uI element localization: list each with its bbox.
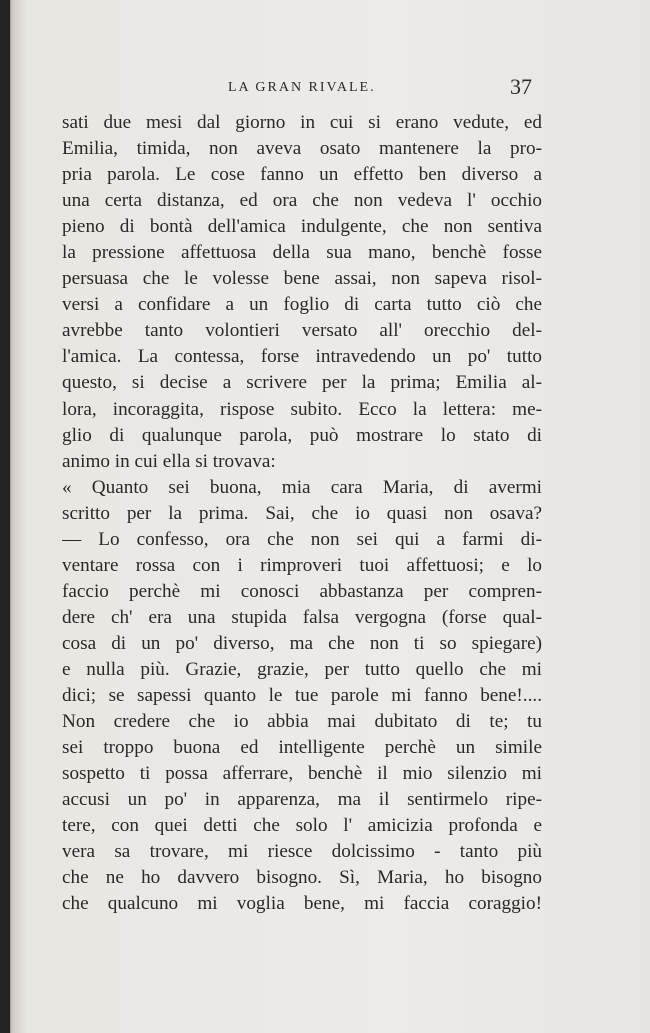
text-line: — Lo confesso, ora che non sei qui a farmi di- bbox=[62, 528, 542, 550]
running-header bbox=[0, 72, 650, 112]
text-line: la pressione affettuosa della sua mano, benchè fosse bbox=[62, 242, 542, 264]
text-line: faccio perchè mi conosci abbastanza per compren- bbox=[62, 580, 542, 602]
text-line: « Quanto sei buona, mia cara Maria, di avermi bbox=[62, 476, 542, 498]
text-line: avrebbe tanto volontieri versato all' orecchio del- bbox=[62, 320, 542, 342]
text-line: una certa distanza, ed ora che non vedeva l' occhio bbox=[62, 190, 542, 212]
text-line: accusi un po' in apparenza, ma il sentirmelo ripe- bbox=[62, 789, 542, 811]
text-line: che qualcuno mi voglia bene, mi faccia coraggio! bbox=[62, 893, 542, 915]
text-line: pieno di bontà dell'amica indulgente, che non sentiva bbox=[62, 216, 542, 238]
text-line: dere ch' era una stupida falsa vergogna (forse qual- bbox=[62, 606, 542, 628]
text-line: sati due mesi dal giorno in cui si erano vedute, ed bbox=[62, 112, 542, 133]
text-line: glio di qualunque parola, può mostrare lo stato di bbox=[62, 424, 542, 446]
text-line: dici; se sapessi quanto le tue parole mi fanno bene!.... bbox=[62, 685, 542, 707]
running-title: LA GRAN RIVALE. bbox=[228, 80, 376, 95]
text-line: tere, con quei detti che solo l' amicizia profonda e bbox=[62, 815, 542, 837]
text-line: Emilia, timida, non aveva osato mantenere la pro- bbox=[62, 138, 542, 160]
text-line: animo in cui ella si trovava: bbox=[62, 450, 276, 472]
body-text bbox=[62, 110, 542, 917]
text-line: lora, incoraggita, rispose subito. Ecco la lettera: me- bbox=[62, 398, 542, 420]
text-line: persuasa che le volesse bene assai, non sapeva risol- bbox=[62, 268, 542, 290]
text-line: cosa di un po' diverso, ma che non ti so spiegare) bbox=[62, 632, 542, 654]
text-line: sospetto ti possa afferrare, benchè il mio silenzio mi bbox=[62, 763, 542, 785]
text-line: che ne ho davvero bisogno. Sì, Maria, ho bisogno bbox=[62, 867, 542, 889]
text-line: e nulla più. Grazie, grazie, per tutto quello che mi bbox=[62, 658, 542, 680]
binding-gutter bbox=[0, 0, 10, 1033]
text-line: Non credere che io abbia mai dubitato di te; tu bbox=[62, 711, 542, 733]
text-line: versi a confidare a un foglio di carta tutto ciò che bbox=[62, 294, 542, 316]
text-line: ventare rossa con i rimproveri tuoi affettuosi; e lo bbox=[62, 554, 542, 576]
text-line: scritto per la prima. Sai, che io quasi non osava? bbox=[62, 502, 542, 524]
text-line: vera sa trovare, mi riesce dolcissimo - tanto più bbox=[62, 841, 542, 863]
text-line: l'amica. La contessa, forse intravedendo un po' tutto bbox=[62, 346, 542, 368]
text-line: sei troppo buona ed intelligente perchè un simile bbox=[62, 737, 542, 759]
text-line: questo, si decise a scrivere per la prima; Emilia al- bbox=[62, 372, 542, 394]
text-line: pria parola. Le cose fanno un effetto ben diverso a bbox=[62, 164, 542, 186]
page-number: 37 bbox=[510, 74, 532, 99]
